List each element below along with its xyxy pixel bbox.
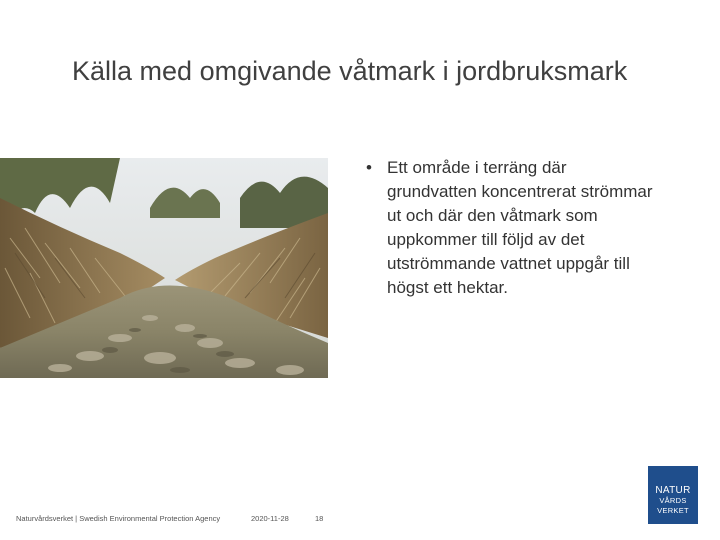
bullet-list (366, 156, 656, 300)
bullet-symbol: • (366, 158, 372, 177)
footer-date: 2020-11-28 (251, 514, 289, 523)
footer-organization: Naturvårdsverket | Swedish Environmental Protection Agency (16, 514, 221, 523)
naturvardsverket-logo: NATUR VÅRDS VERKET (648, 466, 698, 524)
bullet-text: Ett område i terräng där grundvatten koncentrerat strömmar ut och där den våtmark som uppkommer till följd av det utströmmande vattnet uppgår till högst ett hektar. (387, 158, 653, 297)
spring-wetland-photo (0, 158, 328, 378)
footer-page-number: 18 (315, 514, 324, 523)
slide-title: Källa med omgivande våtmark i jordbruksmark (72, 56, 628, 86)
bullet-item (366, 156, 656, 300)
